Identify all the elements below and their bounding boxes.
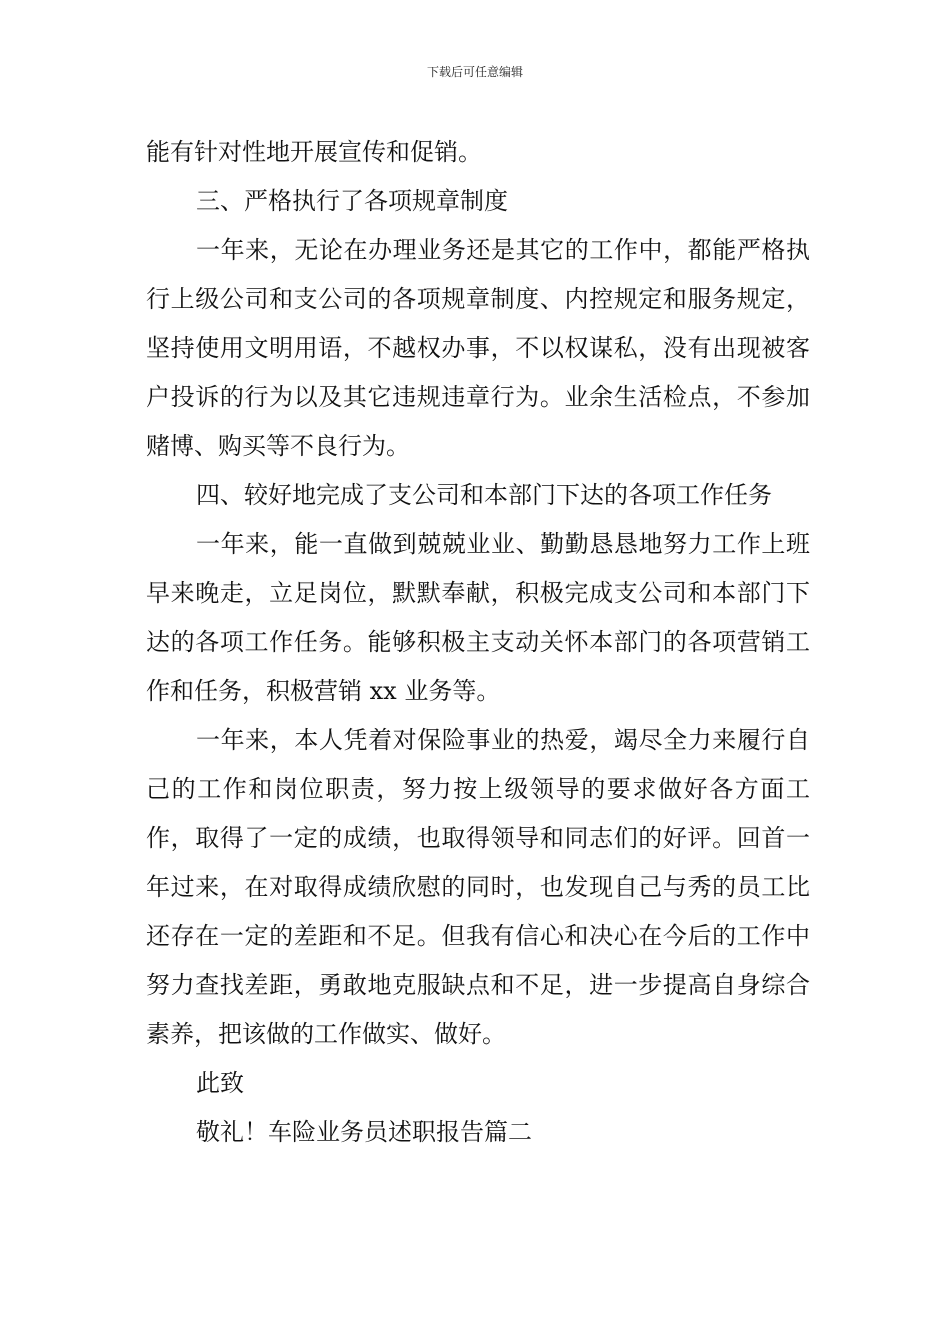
document-body — [146, 128, 810, 1157]
paragraph-summary: 一年来，本人凭着对保险事业的热爱，竭尽全力来履行自己的工作和岗位职责，努力按上级领导的要求做好各方面工作，取得了一定的成绩，也取得领导和同志们的好评。回首一年过来，在对取得成绩欣慰的同时，也发现自己与秀的员工比还存在一定的差距和不足。但我有信心和决心在今后的工作中努力查找差距，勇敢地克服缺点和不足，进一步提高自身综合素养，把该做的工作做实、做好。 — [146, 726, 810, 1048]
paragraph-rules: 一年来，无论在办理业务还是其它的工作中，都能严格执行上级公司和支公司的各项规章制度、内控规定和服务规定，坚持使用文明用语，不越权办事，不以权谋私，没有出现被客户投诉的行为以及其它违规违章行为。业余生活检点，不参加赌博、购买等不良行为。 — [146, 236, 810, 460]
closing-regards-title: 敬礼！车险业务员述职报告篇二 — [196, 1118, 532, 1146]
closing-salutation: 此致 — [196, 1069, 244, 1097]
section-heading-3: 三、严格执行了各项规章制度 — [196, 187, 508, 215]
paragraph-tasks: 一年来，能一直做到兢兢业业、勤勤恳恳地努力工作上班早来晚走，立足岗位，默默奉献，积极完成支公司和本部门下达的各项工作任务。能够积极主支动关怀本部门的各项营销工作和任务，积极营销 xx 业务等。 — [146, 530, 810, 705]
section-heading-4: 四、较好地完成了支公司和本部门下达的各项工作任务 — [196, 481, 772, 509]
paragraph-continuation: 能有针对性地开展宣传和促销。 — [146, 138, 482, 166]
page-header: 下载后可任意编辑 — [426, 65, 523, 79]
